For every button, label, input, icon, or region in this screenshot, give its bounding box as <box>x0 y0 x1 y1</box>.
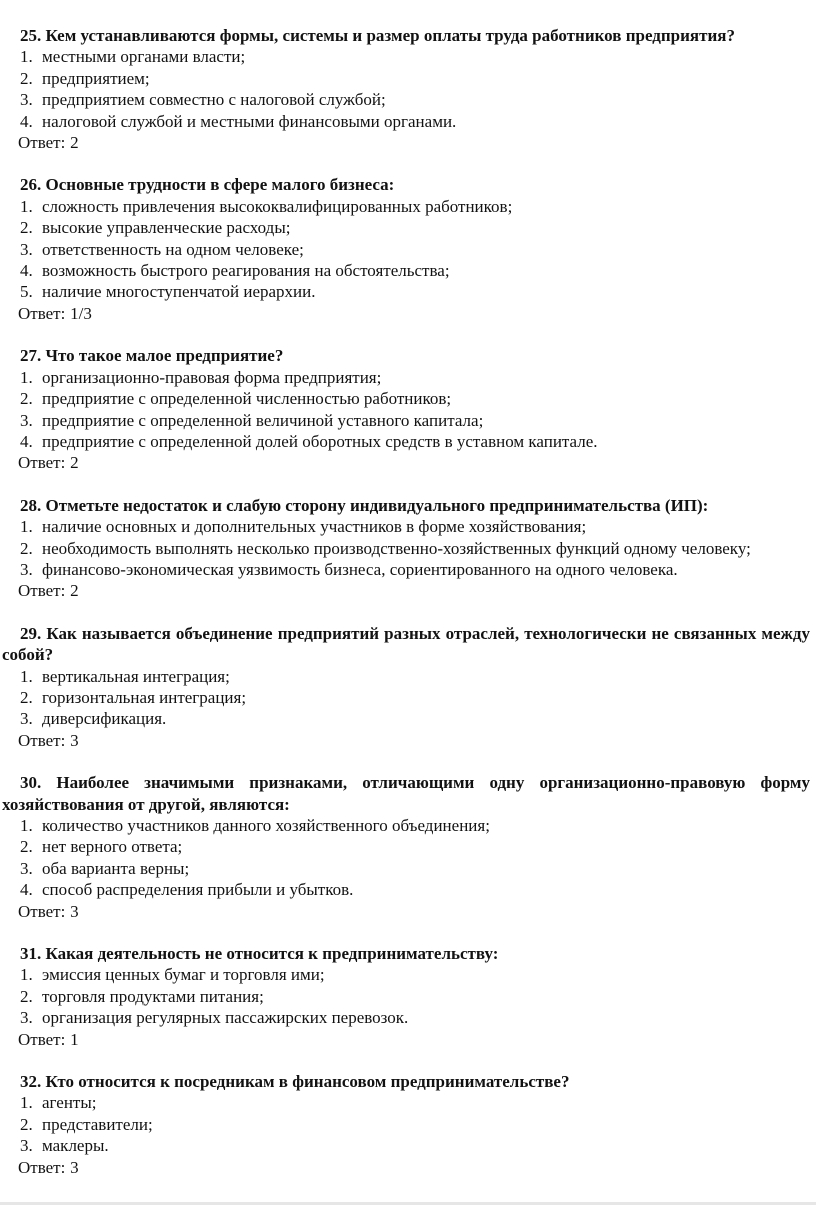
answer-option <box>2 666 810 687</box>
option-text: организационно-правовая форма предприятия; <box>42 367 382 387</box>
answer-value: 2 <box>70 581 79 601</box>
answer-option <box>2 111 810 132</box>
option-number: 2. <box>20 389 33 409</box>
answer-label: Ответ: <box>18 730 66 750</box>
option-text: количество участников данного хозяйственного объединения; <box>42 816 490 835</box>
answer-label: Ответ: <box>18 453 66 473</box>
question-title: 26. Основные трудности в сфере малого бизнеса: <box>20 175 395 195</box>
question-block <box>2 345 810 473</box>
answer-label: Ответ: <box>18 303 66 323</box>
answer-value: 1 <box>70 1029 79 1049</box>
question-title: 27. Что такое малое предприятие? <box>20 346 284 366</box>
question-title: 32. Кто относится к посредникам в финансовом предпринимательстве? <box>20 1072 570 1092</box>
answer-line <box>2 1029 810 1050</box>
option-text: сложность привлечения высококвалифицированных работников; <box>42 196 513 216</box>
option-text: ответственность на одном человеке; <box>42 239 304 259</box>
question-title: 29. Как называется объединение предприятий разных отраслей, технологически не связанных между собой? <box>2 623 810 665</box>
answer-option <box>2 388 810 409</box>
option-text: наличие основных и дополнительных участников в форме хозяйствования; <box>42 517 587 537</box>
option-text: необходимость выполнять несколько производственно-хозяйственных функций одному человеку; <box>42 538 751 558</box>
question-title: 25. Кем устанавливаются формы, системы и размер оплаты труда работников предприятия? <box>20 26 735 45</box>
option-text: организация регулярных пассажирских перевозок. <box>42 1008 409 1028</box>
option-number: 4. <box>20 880 33 900</box>
answer-label: Ответ: <box>18 901 66 921</box>
answer-line <box>2 1157 810 1178</box>
option-text: горизонтальная интеграция; <box>42 687 247 707</box>
option-text: предприятие с определенной долей оборотных средств в уставном капитале. <box>42 431 598 451</box>
answer-option <box>2 1092 810 1113</box>
option-number: 4. <box>20 111 33 131</box>
option-number: 1. <box>20 367 33 387</box>
option-text: оба варианта верны; <box>42 858 190 878</box>
question-block <box>2 1071 810 1178</box>
option-number: 2. <box>20 687 33 707</box>
answer-line <box>2 901 810 922</box>
question-title: 31. Какая деятельность не относится к предпринимательству: <box>20 944 499 964</box>
answer-option <box>2 858 810 879</box>
option-number: 1. <box>20 196 33 216</box>
option-number: 2. <box>20 538 33 558</box>
answer-option <box>2 1114 810 1135</box>
option-text: маклеры. <box>42 1136 109 1156</box>
option-text: наличие многоступенчатой иерархии. <box>42 282 316 302</box>
answer-option <box>2 1007 810 1028</box>
answer-label: Ответ: <box>18 133 66 153</box>
question-block <box>2 943 810 1050</box>
option-number: 3. <box>20 410 33 430</box>
answer-option <box>2 281 810 302</box>
answer-value: 3 <box>70 1157 79 1177</box>
option-number: 2. <box>20 986 33 1006</box>
answer-option <box>2 559 810 580</box>
answer-line <box>2 730 810 751</box>
answer-label: Ответ: <box>18 1029 66 1049</box>
answer-option <box>2 879 810 900</box>
option-number: 3. <box>20 239 33 259</box>
option-text: предприятием совместно с налоговой службой; <box>42 90 386 110</box>
answer-option <box>2 367 810 388</box>
answer-value: 2 <box>70 133 79 153</box>
answer-option <box>2 217 810 238</box>
option-number: 2. <box>20 837 33 857</box>
question-block <box>2 772 810 922</box>
question-block <box>2 174 810 324</box>
option-text: финансово-экономическая уязвимость бизнеса, сориентированного на одного человека. <box>42 559 678 579</box>
option-text: налоговой службой и местными финансовыми органами. <box>42 111 457 131</box>
option-text: возможность быстрого реагирования на обстоятельства; <box>42 261 450 281</box>
answer-option <box>2 89 810 110</box>
option-number: 2. <box>20 218 33 238</box>
option-number: 1. <box>20 517 33 537</box>
answer-option <box>2 68 810 89</box>
answer-value: 3 <box>70 901 79 921</box>
answer-option <box>2 836 810 857</box>
answer-label: Ответ: <box>18 581 66 601</box>
option-number: 3. <box>20 559 33 579</box>
answer-value: 3 <box>70 730 79 750</box>
answer-option <box>2 239 810 260</box>
answer-option <box>2 1135 810 1156</box>
answer-option <box>2 538 810 559</box>
answer-option <box>2 46 810 67</box>
option-number: 2. <box>20 1114 33 1134</box>
question-block <box>2 495 810 602</box>
option-number: 2. <box>20 68 33 88</box>
question-block <box>2 623 810 751</box>
answer-option <box>2 687 810 708</box>
answer-line <box>2 132 810 153</box>
option-text: предприятием; <box>42 68 150 88</box>
option-number: 1. <box>20 47 33 67</box>
answer-option <box>2 260 810 281</box>
answer-option <box>2 708 810 729</box>
answer-line <box>2 303 810 324</box>
option-text: вертикальная интеграция; <box>42 666 230 686</box>
answer-line <box>2 580 810 601</box>
question-title: 28. Отметьте недостаток и слабую сторону индивидуального предпринимательства (ИП): <box>20 495 709 515</box>
question-block <box>2 25 810 153</box>
option-number: 5. <box>20 282 33 302</box>
option-text: агенты; <box>42 1093 97 1113</box>
option-text: предприятие с определенной величиной уставного капитала; <box>42 410 484 430</box>
option-number: 3. <box>20 1008 33 1028</box>
option-number: 1. <box>20 666 33 686</box>
option-text: нет верного ответа; <box>42 837 183 857</box>
answer-value: 2 <box>70 453 79 473</box>
option-number: 1. <box>20 816 33 835</box>
answer-option <box>2 815 810 836</box>
option-text: высокие управленческие расходы; <box>42 218 291 238</box>
option-number: 4. <box>20 261 33 281</box>
answer-option <box>2 410 810 431</box>
option-number: 3. <box>20 90 33 110</box>
option-number: 3. <box>20 709 33 729</box>
option-text: торговля продуктами питания; <box>42 986 264 1006</box>
answer-label: Ответ: <box>18 1157 66 1177</box>
option-number: 1. <box>20 1093 33 1113</box>
option-text: эмиссия ценных бумаг и торговля ими; <box>42 965 325 985</box>
option-number: 3. <box>20 858 33 878</box>
option-text: местными органами власти; <box>42 47 246 67</box>
option-number: 4. <box>20 431 33 451</box>
answer-option <box>2 431 810 452</box>
option-text: диверсификация. <box>42 709 167 729</box>
answer-option <box>2 986 810 1007</box>
answer-line <box>2 452 810 473</box>
answer-value: 1/3 <box>70 303 92 323</box>
option-text: предприятие с определенной численностью работников; <box>42 389 452 409</box>
option-number: 3. <box>20 1136 33 1156</box>
option-number: 1. <box>20 965 33 985</box>
question-title: 30. Наиболее значимыми признаками, отличающими одну организационно-правовую форму хозяйствования от другой, являются: <box>2 773 810 814</box>
answer-option <box>2 516 810 537</box>
answer-option <box>2 196 810 217</box>
option-text: способ распределения прибыли и убытков. <box>42 880 354 900</box>
option-text: представители; <box>42 1114 153 1134</box>
answer-option <box>2 964 810 985</box>
